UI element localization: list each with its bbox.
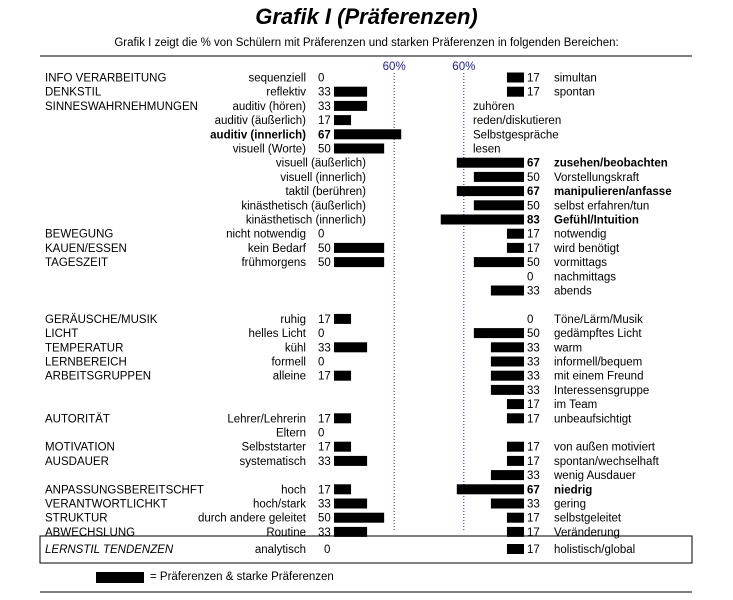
right-pole-label: Veränderung xyxy=(554,526,620,539)
right-pole-label: vormittags xyxy=(554,257,608,270)
right-bar xyxy=(474,257,524,267)
right-value-label: 17 xyxy=(527,455,540,468)
right-bar xyxy=(507,442,524,452)
right-pole-label: Gefühl/Intuition xyxy=(554,214,639,227)
right-value-label: 17 xyxy=(527,413,540,426)
right-bar xyxy=(474,172,524,182)
category-label: DENKSTIL xyxy=(45,86,102,99)
left-value-label: 17 xyxy=(318,370,331,383)
right-pole-label: zusehen/beobachten xyxy=(554,157,668,170)
left-bar xyxy=(334,413,351,423)
left-pole-label: Selbststarter xyxy=(241,441,306,454)
sub-category-label: kinästhetisch (äußerlich) xyxy=(241,200,366,213)
right-value-label: 17 xyxy=(527,526,540,539)
left-bar xyxy=(334,342,367,352)
right-value-label: 83 xyxy=(527,214,540,227)
right-bar xyxy=(507,527,524,537)
right-bar xyxy=(507,73,524,83)
right-pole-label: reden/diskutieren xyxy=(473,115,562,128)
left-reference-label: 60% xyxy=(382,61,406,73)
category-label: GERÄUSCHE/MUSIK xyxy=(45,313,158,326)
left-value-label: 33 xyxy=(318,86,331,99)
right-bar xyxy=(507,456,524,466)
left-value-label: 33 xyxy=(318,100,331,113)
right-value-label: 33 xyxy=(527,356,540,369)
right-value-label: 33 xyxy=(527,498,540,511)
left-bar xyxy=(334,144,384,154)
right-bar xyxy=(507,87,524,97)
right-pole-label: Töne/Lärm/Musik xyxy=(554,313,643,326)
right-value-label: 50 xyxy=(527,257,540,270)
left-pole-label: auditiv (innerlich) xyxy=(210,129,306,142)
left-pole-label: kein Bedarf xyxy=(247,242,306,255)
right-pole-label: simultan xyxy=(554,72,597,85)
left-pole-label: ruhig xyxy=(280,313,306,326)
left-bar xyxy=(334,257,384,267)
category-label: KAUEN/ESSEN xyxy=(45,242,127,255)
chart-subtitle: Grafik I zeigt die % von Schülern mit Präferenzen und starken Präferenzen in folgenden Bereichen: xyxy=(114,37,619,49)
chart-title: Grafik I (Präferenzen) xyxy=(255,4,478,29)
right-pole-label: gering xyxy=(554,498,586,511)
right-bar xyxy=(507,229,524,239)
right-bar xyxy=(491,342,524,352)
right-reference-label: 60% xyxy=(452,61,476,73)
left-pole-label: helles Licht xyxy=(248,328,306,341)
right-value-label: 50 xyxy=(527,171,540,184)
right-pole-label: spontan/wechselhaft xyxy=(554,455,659,468)
right-value-label: 17 xyxy=(527,228,540,241)
category-label: ARBEITSGRUPPEN xyxy=(45,370,152,383)
summary-category-label: LERNSTIL TENDENZEN xyxy=(45,544,174,556)
right-value-label: 33 xyxy=(527,384,540,397)
right-pole-label: selbst erfahren/tun xyxy=(554,200,650,213)
right-pole-label: selbstgeleitet xyxy=(554,512,622,525)
right-bar xyxy=(491,385,524,395)
right-value-label: 33 xyxy=(527,370,540,383)
left-value-label: 17 xyxy=(318,413,331,426)
left-pole-label: visuell (Worte) xyxy=(232,143,306,156)
left-value-label: 0 xyxy=(318,427,325,440)
right-pole-label: nachmittags xyxy=(554,271,617,284)
right-value-label: 17 xyxy=(527,72,540,85)
left-bar xyxy=(334,499,367,509)
summary-left-value-label: 0 xyxy=(324,544,331,556)
left-value-label: 50 xyxy=(318,143,331,156)
left-pole-label: alleine xyxy=(272,370,306,383)
left-value-label: 33 xyxy=(318,342,331,355)
left-value-label: 0 xyxy=(318,328,325,341)
right-value-label: 33 xyxy=(527,342,540,355)
left-bar xyxy=(334,527,367,537)
left-value-label: 17 xyxy=(318,441,331,454)
left-pole-label: systematisch xyxy=(239,455,306,468)
sub-category-label: taktil (berühren) xyxy=(285,186,366,199)
right-pole-label: notwendig xyxy=(554,228,607,241)
left-value-label: 0 xyxy=(318,356,325,369)
left-bar xyxy=(334,456,367,466)
left-value-label: 17 xyxy=(318,313,331,326)
right-pole-label: mit einem Freund xyxy=(554,370,644,383)
left-value-label: 67 xyxy=(318,129,331,142)
sub-category-label: visuell (innerlich) xyxy=(280,171,366,184)
legend-label: = Präferenzen & starke Präferenzen xyxy=(150,571,334,583)
right-bar xyxy=(491,470,524,480)
right-pole-label: wenig Ausdauer xyxy=(554,470,636,483)
left-bar xyxy=(334,484,351,494)
left-pole-label: frühmorgens xyxy=(241,257,306,270)
right-value-label: 50 xyxy=(527,328,540,341)
right-bar xyxy=(457,484,524,494)
left-bar xyxy=(334,513,384,523)
left-value-label: 33 xyxy=(318,526,331,539)
right-bar xyxy=(457,186,524,196)
summary-right-bar xyxy=(507,544,524,554)
right-pole-label: unbeaufsichtigt xyxy=(554,413,632,426)
right-pole-label: von außen motiviert xyxy=(554,441,655,454)
left-bar xyxy=(334,314,351,324)
left-bar xyxy=(334,101,367,111)
category-label: LICHT xyxy=(45,328,79,341)
left-pole-label: Routine xyxy=(266,526,306,539)
left-bar xyxy=(334,243,384,253)
right-value-label: 17 xyxy=(527,86,540,99)
right-bar xyxy=(491,371,524,381)
left-value-label: 50 xyxy=(318,257,331,270)
sub-category-label: visuell (äußerlich) xyxy=(275,157,366,170)
category-label: ANPASSUNGSBEREITSCHFT xyxy=(45,484,204,497)
right-value-label: 67 xyxy=(527,484,540,497)
right-value-label: 33 xyxy=(527,285,540,298)
right-pole-label: lesen xyxy=(473,143,501,156)
left-bar xyxy=(334,129,401,139)
left-pole-label: kühl xyxy=(284,342,306,355)
right-pole-label: gedämpftes Licht xyxy=(554,328,642,341)
category-label: ABWECHSLUNG xyxy=(45,526,136,539)
left-pole-label: hoch xyxy=(281,484,306,497)
right-pole-label: Interessensgruppe xyxy=(554,384,650,397)
summary-left-pole-label: analytisch xyxy=(254,544,306,556)
right-bar xyxy=(507,399,524,409)
right-value-label: 33 xyxy=(527,470,540,483)
right-value-label: 17 xyxy=(527,441,540,454)
left-pole-label: auditiv (äußerlich) xyxy=(214,115,306,128)
right-value-label: 0 xyxy=(527,271,534,284)
left-value-label: 17 xyxy=(318,115,331,128)
right-bar xyxy=(491,357,524,367)
right-pole-label: spontan xyxy=(554,86,595,99)
category-label: INFO VERARBEITUNG xyxy=(45,72,167,85)
left-pole-label: reflektiv xyxy=(266,86,306,99)
right-pole-label: abends xyxy=(554,285,592,298)
right-bar xyxy=(474,328,524,338)
right-value-label: 17 xyxy=(527,399,540,412)
right-bar xyxy=(474,200,524,210)
legend xyxy=(96,571,334,583)
left-value-label: 33 xyxy=(318,498,331,511)
category-label: LERNBEREICH xyxy=(45,356,127,369)
right-value-label: 67 xyxy=(527,186,540,199)
right-pole-label: niedrig xyxy=(554,484,593,497)
category-label: STRUKTUR xyxy=(45,512,108,525)
left-bar xyxy=(334,87,367,97)
left-value-label: 0 xyxy=(318,72,325,85)
right-pole-label: manipulieren/anfasse xyxy=(554,186,672,199)
left-value-label: 0 xyxy=(318,228,325,241)
right-bar xyxy=(457,158,524,168)
summary-right-value-label: 17 xyxy=(527,544,540,556)
left-bar xyxy=(334,442,351,452)
right-value-label: 67 xyxy=(527,157,540,170)
category-label: BEWEGUNG xyxy=(45,228,114,241)
category-label: VERANTWORTLICHKT xyxy=(45,498,168,511)
right-pole-label: im Team xyxy=(554,399,598,412)
category-label: MOTIVATION xyxy=(45,441,115,454)
right-pole-label: Vorstellungskraft xyxy=(554,171,640,184)
right-pole-label: zuhören xyxy=(473,100,515,113)
right-value-label: 0 xyxy=(527,313,534,326)
left-value-label: 50 xyxy=(318,242,331,255)
right-pole-label: informell/bequem xyxy=(554,356,643,369)
left-pole-label: Eltern xyxy=(275,427,306,440)
category-label: SINNESWAHRNEHMUNGEN xyxy=(45,100,198,113)
left-pole-label: durch andere geleitet xyxy=(197,512,306,525)
right-pole-label: Selbstgespräche xyxy=(473,129,559,142)
right-bar xyxy=(507,513,524,523)
right-bar xyxy=(441,215,524,225)
right-bar xyxy=(491,499,524,509)
sub-category-label: kinästhetisch (innerlich) xyxy=(245,214,366,227)
right-pole-label: warm xyxy=(554,342,583,355)
left-value-label: 17 xyxy=(318,484,331,497)
right-value-label: 50 xyxy=(527,200,540,213)
left-pole-label: sequenziell xyxy=(248,72,306,85)
left-pole-label: formell xyxy=(271,356,306,369)
left-pole-label: hoch/stark xyxy=(252,498,306,511)
left-value-label: 50 xyxy=(318,512,331,525)
left-bar xyxy=(334,371,351,381)
left-pole-label: Lehrer/Lehrerin xyxy=(227,413,306,426)
left-pole-label: auditiv (hören) xyxy=(232,100,306,113)
summary-right-pole-label: holistisch/global xyxy=(554,544,636,556)
category-label: AUSDAUER xyxy=(45,455,109,468)
category-label: TAGESZEIT xyxy=(45,257,109,270)
right-bar xyxy=(491,286,524,296)
left-pole-label: nicht notwendig xyxy=(226,228,306,241)
left-value-label: 33 xyxy=(318,455,331,468)
right-bar xyxy=(507,243,524,253)
left-bar xyxy=(334,115,351,125)
right-value-label: 17 xyxy=(527,242,540,255)
category-label: AUTORITÄT xyxy=(45,413,110,426)
legend-swatch xyxy=(96,572,144,583)
right-value-label: 17 xyxy=(527,512,540,525)
right-pole-label: wird benötigt xyxy=(554,242,620,255)
right-bar xyxy=(507,413,524,423)
category-label: TEMPERATUR xyxy=(45,342,124,355)
